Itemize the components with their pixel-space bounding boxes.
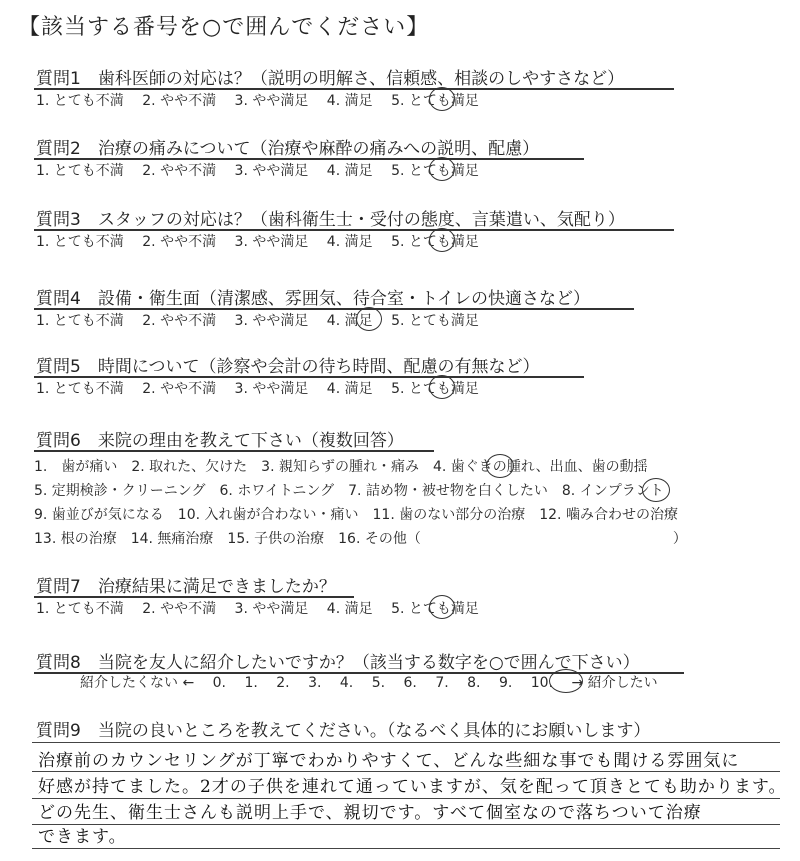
option-4[interactable]: 4. 満足 [326,313,373,329]
scale-1[interactable]: 1. [244,675,258,691]
selection-circle [429,375,455,399]
option-5[interactable]: 5. とても満足 [391,381,479,397]
question-4-options [36,310,493,330]
scale-3[interactable]: 3. [308,675,322,691]
option-4[interactable]: 4. 満足 [326,601,373,617]
option-4[interactable]: 4. 満足 [326,381,373,397]
option-4[interactable]: 4. 満足 [326,93,373,109]
selection-circle [429,157,455,181]
selection-circle [429,228,455,252]
option-line-4[interactable]: 13. 根の治療 14. 無痛治療 15. 子供の治療 16. その他（ ） [34,531,687,547]
option-2[interactable]: 2. やや不満 [142,313,217,329]
scale-8[interactable]: 8. [467,675,481,691]
answer-text-line-4[interactable]: できます。 [38,827,127,847]
answer-line [32,742,780,743]
option-1[interactable]: 1. とても不満 [36,381,124,397]
question-4-title: 質問4 設備・衛生面（清潔感、雰囲気、待合室・トイレの快適さなど） [36,289,590,309]
option-line-3[interactable]: 9. 歯並びが気になる 10. 入れ歯が合わない・痛い 11. 歯のない部分の治療 12. 噛み合わせの治療 [34,507,678,523]
option-5[interactable]: 5. とても満足 [391,601,479,617]
answer-line [32,824,780,825]
option-4[interactable]: 4. 満足 [326,163,373,179]
question-7-title: 質問7 治療結果に満足できましたか？ [36,577,336,597]
scale-right-label: → 紹介したい [571,675,658,691]
option-2[interactable]: 2. やや不満 [142,381,217,397]
answer-text-line-1[interactable]: 治療前のカウンセリングが丁寧でわかりやすくて、どんな些細な事でも聞ける雰囲気に [38,751,740,771]
scale-7[interactable]: 7. [435,675,449,691]
option-2[interactable]: 2. やや不満 [142,93,217,109]
scale-10[interactable]: 10. [530,675,554,691]
option-4[interactable]: 4. 満足 [326,234,373,250]
selection-circle [429,595,455,619]
selection-circle [486,454,514,478]
scale-2[interactable]: 2. [276,675,290,691]
option-2[interactable]: 2. やや不満 [142,601,217,617]
option-1[interactable]: 1. とても不満 [36,601,124,617]
answer-text-line-2[interactable]: 好感が持てました。2才の子供を連れて通っていますが、気を配って頂きとても助かります。 [38,777,787,797]
question-3-options [36,231,493,251]
question-1-options [36,90,493,110]
question-5-title: 質問5 時間について（診察や会計の待ち時間、配慮の有無など） [36,357,540,377]
answer-line [32,848,780,849]
scale-9[interactable]: 9. [498,675,513,691]
option-1[interactable]: 1. とても不満 [36,313,124,329]
option-1[interactable]: 1. とても不満 [36,163,124,179]
option-3[interactable]: 3. やや満足 [234,234,309,250]
scale-0[interactable]: 0. [212,675,226,691]
question-6-underline [34,450,434,452]
answer-text-line-3[interactable]: どの先生、衛生士さんも説明上手で、親切です。すべて個室なので落ちついて治療 [38,803,702,823]
question-5-options [36,378,493,398]
option-3[interactable]: 3. やや満足 [234,93,309,109]
option-2[interactable]: 2. やや不満 [142,163,217,179]
scale-5[interactable]: 5. [371,675,386,691]
question-2-options [36,160,493,180]
option-line-2[interactable]: 5. 定期検診・クリーニング 6. ホワイトニング 7. 詰め物・被せ物を白くしたい 8. インプラント [34,483,664,499]
option-5[interactable]: 5. とても満足 [391,163,479,179]
question-3-title: 質問3 スタッフの対応は？（歯科衛生士・受付の態度、言葉遣い、気配り） [36,210,625,230]
selection-circle [642,478,670,502]
form-header: 【該当する番号を○で囲んでください】 [18,15,430,40]
option-5[interactable]: 5. とても満足 [391,234,479,250]
option-3[interactable]: 3. やや満足 [234,601,309,617]
question-6-title: 質問6 来院の理由を教えて下さい（複数回答） [36,431,404,451]
selection-circle [429,87,455,111]
scale-left-label: 紹介したくない ← [80,675,195,691]
option-5[interactable]: 5. とても満足 [391,313,479,329]
question-2-title: 質問2 治療の痛みについて（治療や麻酔の痛みへの説明、配慮） [36,139,540,159]
option-1[interactable]: 1. とても不満 [36,234,124,250]
option-5[interactable]: 5. とても満足 [391,93,479,109]
question-1-title: 質問1 歯科医師の対応は？（説明の明解さ、信頼感、相談のしやすさなど） [36,69,625,89]
scale-4[interactable]: 4. [339,675,354,691]
option-3[interactable]: 3. やや満足 [234,313,309,329]
selection-circle [356,307,382,331]
option-1[interactable]: 1. とても不満 [36,93,124,109]
selection-circle [549,669,583,693]
option-3[interactable]: 3. やや満足 [234,163,309,179]
option-line-1[interactable]: 1. 歯が痛い 2. 取れた、欠けた 3. 親知らずの腫れ・痛み 4. 歯ぐきの腫れ、出血、歯の動揺 [34,459,648,475]
question-7-options [36,598,493,618]
question-8-title: 質問8 当院を友人に紹介したいですか？（該当する数字を○で囲んで下さい） [36,653,640,673]
question-9-title: 質問9 当院の良いところを教えてください。（なるべく具体的にお願いします） [36,721,651,741]
option-2[interactable]: 2. やや不満 [142,234,217,250]
scale-6[interactable]: 6. [403,675,417,691]
option-3[interactable]: 3. やや満足 [234,381,309,397]
